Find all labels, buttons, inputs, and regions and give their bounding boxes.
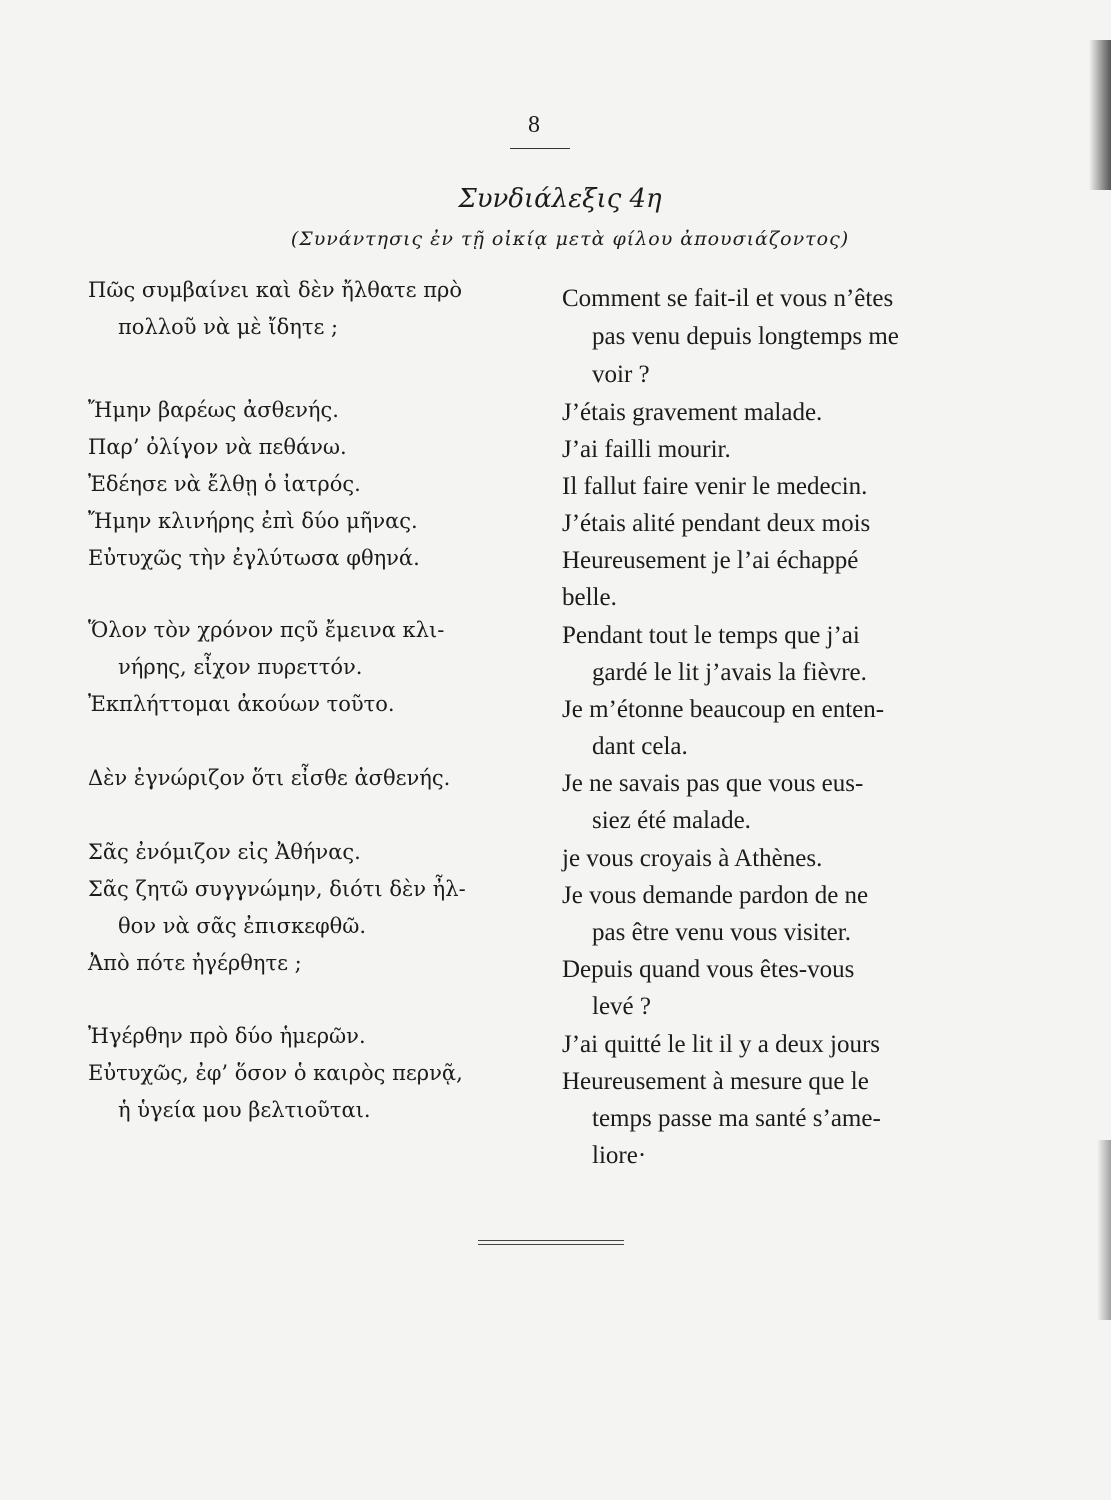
scan-edge-shadow <box>1089 40 1111 190</box>
greek-line: Ἐκπλήττομαι ἀκούων τοῦτο. <box>88 692 395 716</box>
greek-line: Πῶς συμβαίνει καὶ δὲν ἤλθατε πρὸ <box>88 278 462 302</box>
page-number: 8 <box>528 112 540 138</box>
french-line: Comment se fait-il et vous n’êtes <box>562 285 894 312</box>
french-line: Je ne savais pas que vous eus- <box>562 770 864 797</box>
greek-line: Ἤμην βαρέως ἀσθενής. <box>88 398 339 422</box>
closing-double-rule <box>478 1240 624 1245</box>
french-line: levé ? <box>592 993 651 1020</box>
french-line: pas venu depuis longtemps me <box>592 323 899 350</box>
french-line: J’ai quitté le lit il y a deux jours <box>562 1031 880 1058</box>
french-line: temps passe ma santé s’ame- <box>592 1105 881 1132</box>
french-line: Depuis quand vous êtes-vous <box>562 956 855 983</box>
french-line: Il fallut faire venir le medecin. <box>562 473 868 500</box>
french-line: Pendant tout le temps que j’ai <box>562 622 860 649</box>
greek-line: νήρης, εἶχον πυρεττόν. <box>118 655 363 679</box>
greek-line: Ἤμην κλινήρης ἐπὶ δύο μῆνας. <box>88 509 418 533</box>
greek-line: Σᾶς ἐνόμιζον εἰς Ἀθήνας. <box>88 840 361 864</box>
french-line: Je m’étonne beaucoup en enten- <box>562 696 885 723</box>
french-line: gardé le lit j’avais la fièvre. <box>592 659 867 686</box>
french-line: liore· <box>592 1142 647 1169</box>
french-line: siez été malade. <box>592 807 751 834</box>
greek-line: Εὐτυχῶς τὴν ἐγλύτωσα φθηνά. <box>88 546 420 570</box>
greek-line: Σᾶς ζητῶ συγγνώμην, διότι δὲν ἦλ- <box>88 877 466 901</box>
french-line: J’étais gravement malade. <box>562 399 823 426</box>
french-line: Heureusement je l’ai échappé <box>562 547 859 574</box>
french-line: pas être venu vous visiter. <box>592 919 851 946</box>
greek-line: Ὅλον τὸν χρόνον πςῦ ἔμεινα κλι- <box>88 618 445 642</box>
french-line: Heureusement à mesure que le <box>562 1068 869 1095</box>
greek-line: Ἐδέησε νὰ ἔλθῃ ὁ ἰατρός. <box>88 472 361 496</box>
greek-line: ἡ ὑγεία μου βελτιοῦται. <box>118 1098 371 1122</box>
scan-edge-shadow-lower <box>1097 1140 1111 1320</box>
greek-line: θον νὰ σᾶς ἐπισκεφθῶ. <box>118 914 367 938</box>
french-line: belle. <box>562 584 617 611</box>
french-line: J’ai failli mourir. <box>562 436 731 463</box>
greek-line: Ἠγέρθην πρὸ δύο ἡμερῶν. <box>88 1024 366 1048</box>
french-line: J’étais alité pendant deux mois <box>562 510 871 537</box>
greek-line: Εὐτυχῶς, ἐφ’ ὅσον ὁ καιρὸς περνᾷ, <box>88 1061 463 1085</box>
page-number-rule <box>510 148 570 149</box>
greek-line: Δὲν ἐγνώριζον ὅτι εἶσθε ἀσθενής. <box>88 766 451 790</box>
french-line: voir ? <box>592 361 650 388</box>
dialogue-title: Συνδιάλεξις 4η <box>458 184 662 214</box>
french-line: je vous croyais à Athènes. <box>562 845 823 872</box>
french-line: dant cela. <box>592 733 688 760</box>
french-line: Je vous demande pardon de ne <box>562 882 869 909</box>
greek-line: Ἀπὸ πότε ἠγέρθητε ; <box>88 951 302 975</box>
dialogue-subtitle: (Συνάντησις ἐν τῇ οἰκίᾳ μετὰ φίλου ἀπουσιάζοντος) <box>290 228 850 250</box>
greek-line: πολλοῦ νὰ μὲ ἴδητε ; <box>118 315 339 339</box>
greek-line: Παρ’ ὀλίγον νὰ πεθάνω. <box>88 435 347 459</box>
